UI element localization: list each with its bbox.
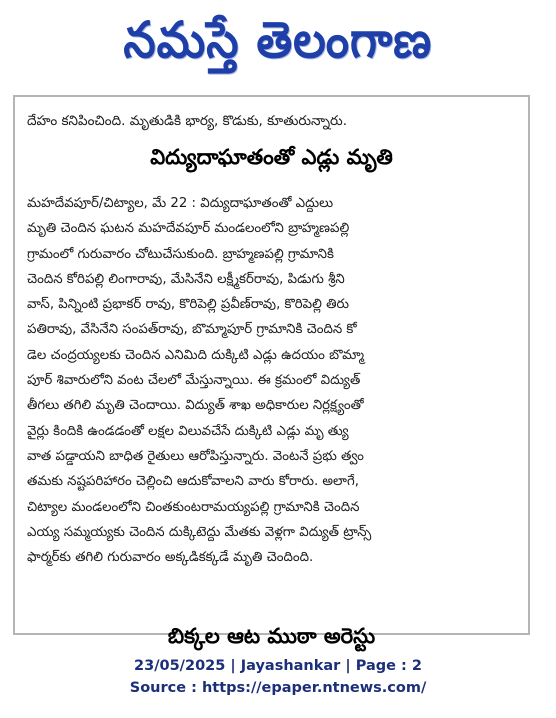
article-line: ఎయ్య సమ్మయ్యకు చెందిన దుక్కిటెద్దు మేతకు వెళ్లగా విద్యుత్ ట్రాన్స్ bbox=[27, 524, 372, 540]
article-line: చిట్యాల మండలంలోని చింతకుంటరామయ్యపల్లి గ్రామానికి చెందిన bbox=[27, 499, 360, 515]
article-line: డెల చంద్రయ్యలకు చెందిన ఎనిమిది దుక్కిటి ఎడ్లు ఉదయం బొమ్మా bbox=[27, 347, 365, 363]
article-line: తమకు నష్టపరిహారం చెల్లించి ఆదుకోవాలని వారు కోరారు. అలాగే, bbox=[27, 474, 359, 490]
article-line: పూర్ శివారులోని వంట చేలలో మేస్తున్నాయి. ఈ క్రమంలో విద్యుత్ bbox=[27, 373, 361, 389]
article-line: ఫార్మర్‌కు తగిలి గురువారం అక్కడికక్కడే మృతి చెందింది. bbox=[27, 550, 314, 566]
edition-info: 23/05/2025 | Jayashankar | Page : 2 bbox=[134, 658, 422, 674]
article-line: మృతి చెందిన ఘటన మహదేవపూర్ మండలంలోని బ్రాహ్మణపల్లి bbox=[27, 221, 350, 237]
article-line: పతిరావు, వేసినేని సంపత్‌రావు, బొమ్మాపూర్ గ్రామానికి చెందిన కో bbox=[27, 322, 357, 338]
article-body bbox=[27, 191, 519, 570]
previous-article-tail: దేహం కనిపించింది. మృతుడికి భార్య, కొడుకు, కూతురున్నారు. bbox=[27, 113, 347, 129]
article-line: తీగలు తగిలి మృతి చెందాయి. విద్యుత్ శాఖ అధికారుల నిర్లక్ష్యంతో bbox=[27, 398, 364, 414]
next-article-headline-cut: బిక్కల ఆట ముఠా అరెస్టు bbox=[167, 624, 376, 648]
source-link[interactable]: Source : https://epaper.ntnews.com/ bbox=[129, 680, 427, 696]
article-line: వైర్లు కిందికి ఉండడంతో లక్షల విలువచేసే దుక్కిటి ఎడ్లు మృ త్యు bbox=[27, 423, 349, 439]
article-line: గ్రామంలో గురువారం చోటుచేసుకుంది. బ్రాహ్మణపల్లి గ్రామానికి bbox=[27, 246, 334, 262]
article-headline: విద్యుదాఘాతంతో ఎడ్లు మృతి bbox=[150, 145, 393, 169]
news-clipping bbox=[13, 95, 530, 648]
masthead bbox=[0, 0, 556, 80]
article-line: వాస్, పిన్నింటి ప్రభాకర్ రావు, కొరిపెల్లి ప్రవీణ్‌రావు, కొరిపెల్లి తిరు bbox=[27, 297, 349, 313]
article-line: మహదేవపూర్/చిట్యాల, మే 22 : విద్యుదాఘాతంతో ఎద్దులు bbox=[27, 196, 334, 211]
clip-footer bbox=[0, 655, 556, 699]
article-line: వాత పడ్డాయని బాధిత రైతులు ఆరోపిస్తున్నారు. వెంటనే ప్రభు త్వం bbox=[27, 448, 364, 464]
article-line: చెందిన కోరిపల్లి లింగారావు, మేసినేని లక్ష్మీకర్‌రావు, పిడుగు శ్రీని bbox=[27, 271, 345, 287]
newspaper-logo: నమస్తే తెలంగాణ bbox=[123, 11, 433, 69]
